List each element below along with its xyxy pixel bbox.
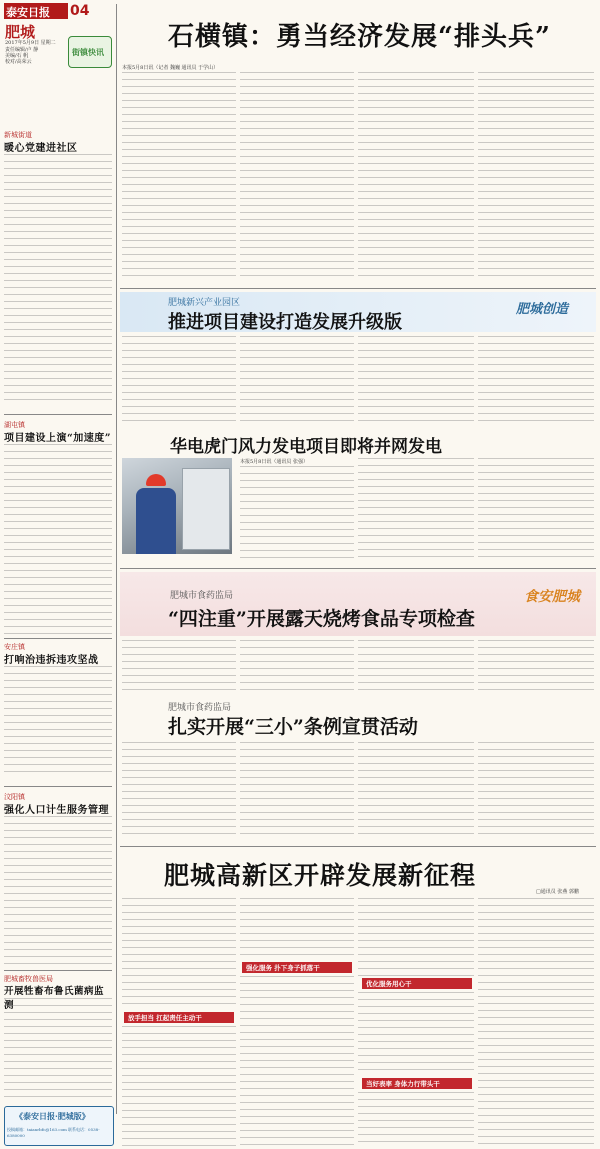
editor-line: 校对/高荣云: [5, 59, 32, 65]
brief-title: 强化人口计生服务管理: [4, 805, 109, 816]
band1-body-col: [478, 336, 594, 422]
brief-kicker: 安庄镇: [4, 643, 25, 651]
subhead-text: 优化服务用心干: [366, 980, 412, 988]
footer-line: 投稿邮箱：taianrbfc@163.com 联系电话：0538-6380000: [7, 1127, 100, 1138]
left-column: [4, 68, 112, 1148]
band-logo: 食安肥城: [524, 589, 580, 605]
lead-body-col: [478, 72, 594, 282]
story3-body-col: [478, 742, 594, 838]
lead-body-col: [358, 72, 474, 282]
section-divider: [120, 846, 596, 847]
subhead-box: [124, 1012, 234, 1023]
subhead-text: 当好表率 身体力行带头干: [366, 1080, 440, 1088]
brief-body: [4, 816, 112, 966]
column-divider: [116, 4, 117, 1114]
band1-body-col: [122, 336, 236, 422]
brief-kicker: 汶阳镇: [4, 793, 25, 801]
story2-body-col: [358, 458, 474, 558]
newspaper-logo-text: 泰安日报: [6, 6, 50, 19]
band-title: 推进项目建设打造发展升级版: [168, 312, 402, 333]
story4-body-col: [240, 898, 354, 960]
band-kicker: 肥城新兴产业园区: [168, 298, 241, 308]
subhead-text: 强化服务 扑下身子抓落干: [246, 964, 320, 972]
photo-worker-body: [136, 488, 176, 554]
band1-body-col: [240, 336, 354, 422]
section-band: [120, 572, 596, 636]
brief-body: [4, 444, 112, 634]
brief-title: 项目建设上演“加速度”: [4, 433, 112, 444]
band-kicker: 肥城市食药监局: [170, 591, 234, 601]
story4-body-col: [240, 976, 354, 1146]
page-number: 04: [70, 3, 90, 19]
band2-body-col: [240, 640, 354, 692]
story4-body-col: [358, 992, 474, 1076]
brief-divider: [4, 970, 112, 971]
footer-box: [4, 1106, 114, 1146]
brief-divider: [4, 414, 112, 415]
brief-body: [4, 666, 112, 778]
brief-divider: [4, 786, 112, 787]
lead-body-col: [122, 72, 236, 282]
news-brief-badge: [68, 36, 112, 68]
story-title: 扎实开展“三小”条例宣贯活动: [168, 716, 418, 738]
band2-body-col: [478, 640, 594, 692]
subhead-box: [362, 1078, 472, 1089]
story3-body-col: [240, 742, 354, 838]
brief-kicker: 肥城畜牧兽医局: [4, 975, 53, 983]
story-title: 华电虎门风力发电项目即将并网发电: [170, 437, 442, 457]
story-byline: 本报5月8日讯（通讯员 张强）: [240, 459, 308, 465]
issue-date: 2017年5月9日 星期二: [5, 40, 56, 46]
badge-text: 街镇快讯: [72, 48, 104, 57]
lead-headline: 石横镇：勇当经济发展“排头兵”: [168, 22, 551, 52]
footer-title: 《泰安日报·肥城版》: [15, 1111, 90, 1121]
section-divider: [120, 288, 596, 289]
story4-body-col: [478, 898, 594, 1146]
band1-body-col: [358, 336, 474, 422]
brief-divider: [4, 638, 112, 639]
band-logo: 肥城创造: [516, 302, 569, 317]
story-kicker: 肥城市食药监局: [168, 703, 232, 713]
story-title: 肥城高新区开辟发展新征程: [164, 861, 477, 890]
photo-equipment: [182, 468, 230, 550]
subhead-text: 放手担当 扛起责任主动干: [128, 1014, 202, 1022]
band-title: “四注重”开展露天烧烤食品专项检查: [168, 608, 475, 630]
brief-kicker: 新城街道: [4, 131, 32, 139]
story3-body-col: [122, 742, 236, 838]
brief-title: 打响治违拆违攻坚战: [4, 655, 99, 666]
brief-body: [4, 998, 112, 1103]
subhead-box: [242, 962, 352, 973]
section-band: [120, 292, 596, 332]
brief-title: 开展牲畜布鲁氏菌病监测: [4, 986, 105, 1011]
editor-line: 美编/石 帆: [5, 53, 29, 59]
story2-body-col: [240, 466, 354, 558]
news-photo: [122, 458, 232, 554]
story4-body-col: [122, 1026, 236, 1146]
editor-line: 责任编辑/卢 静: [5, 47, 39, 53]
story4-body-col: [358, 1092, 474, 1146]
band2-body-col: [358, 640, 474, 692]
band2-body-col: [122, 640, 236, 692]
story2-body-col: [478, 458, 594, 558]
section-title: 肥城: [5, 23, 36, 41]
photo-worker-helmet: [146, 474, 166, 486]
lead-body-col: [240, 72, 354, 282]
lead-byline: 本报5月8日讯（记者 魏巍 通讯员 于学山）: [122, 65, 219, 71]
brief-body: [4, 154, 112, 406]
story-byline: □通讯员 张燕 郭鹏: [536, 889, 579, 895]
story4-body-col: [358, 898, 474, 976]
section-divider: [120, 568, 596, 569]
story3-body-col: [358, 742, 474, 838]
story4-body-col: [122, 898, 236, 1010]
brief-kicker: 湖屯镇: [4, 421, 25, 429]
brief-title: 暖心党建进社区: [4, 143, 78, 154]
subhead-box: [362, 978, 472, 989]
